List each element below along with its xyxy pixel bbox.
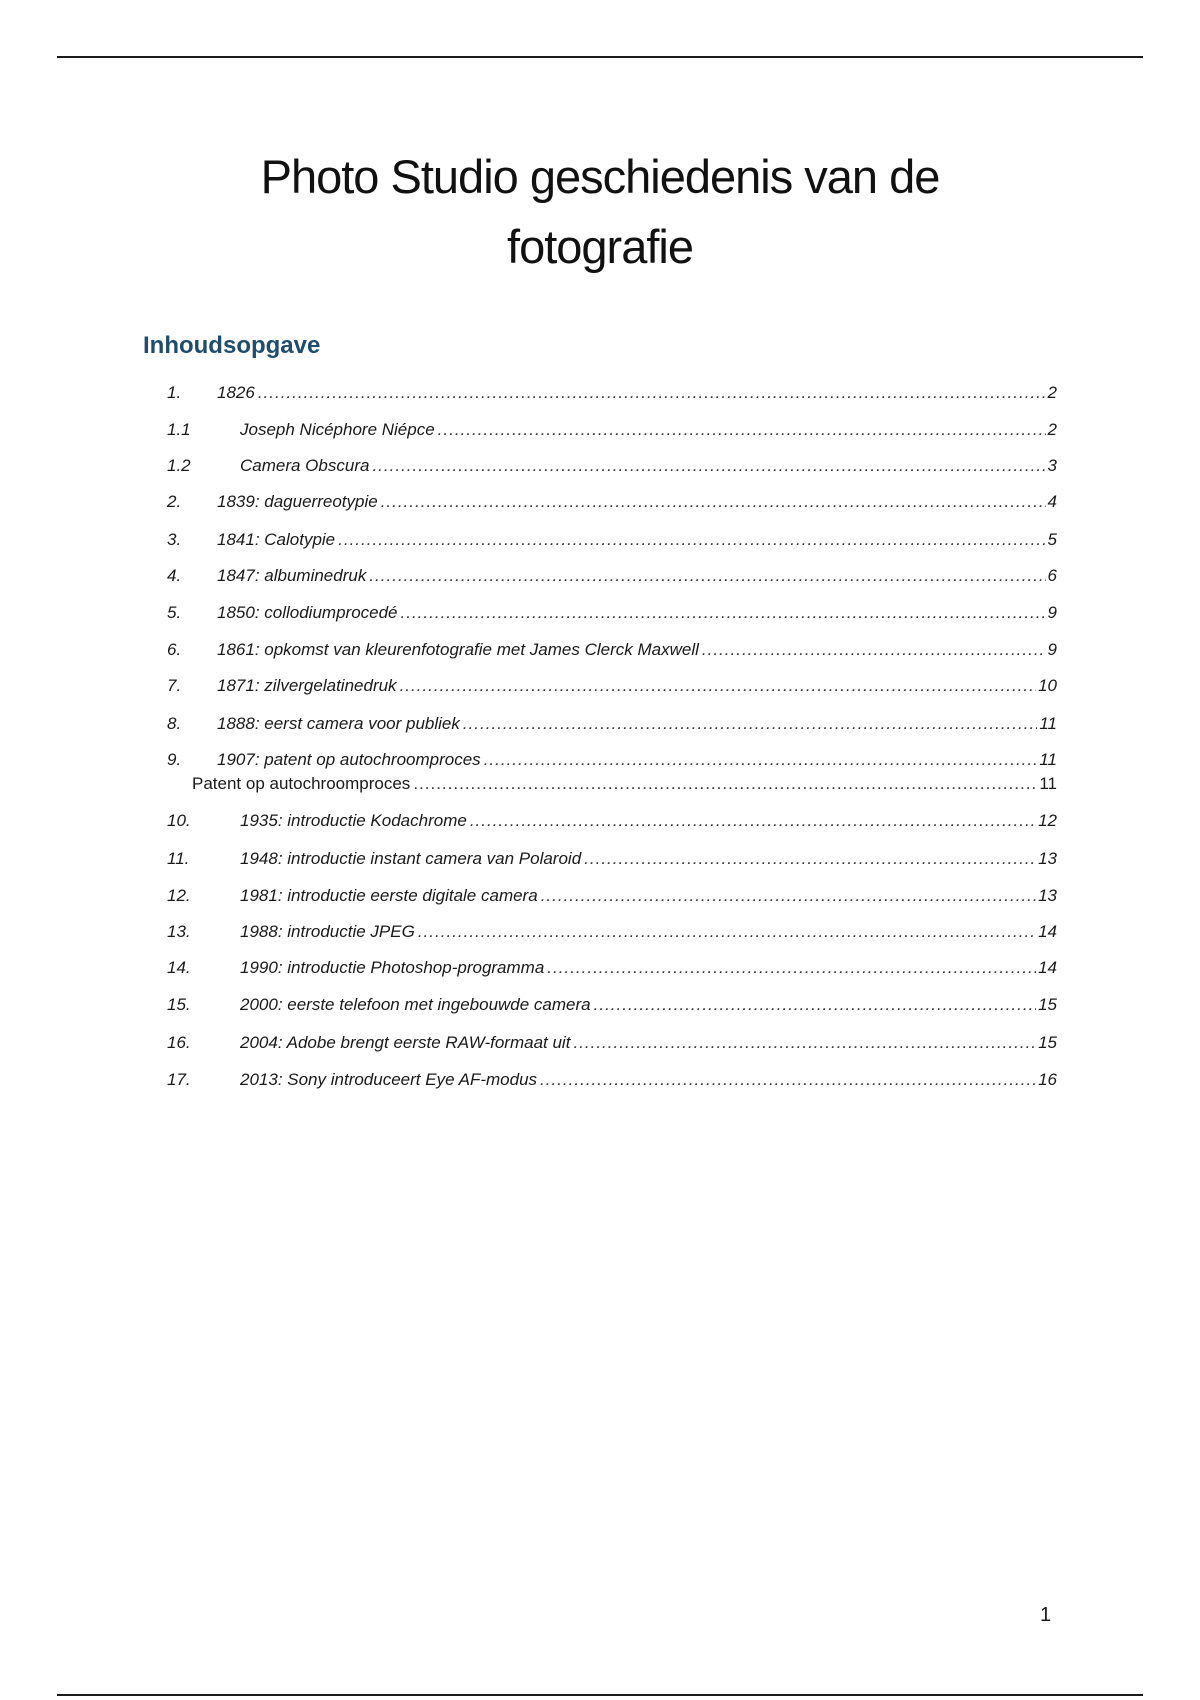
toc-leader (547, 956, 1036, 980)
toc-leader (573, 1031, 1036, 1055)
toc-leader (470, 809, 1036, 833)
toc-number: 17. (167, 1070, 191, 1089)
toc-entry[interactable] (192, 772, 1057, 796)
toc-entry[interactable] (167, 1031, 1057, 1055)
toc-entry[interactable] (167, 809, 1057, 833)
toc-leader (338, 528, 1045, 552)
toc-page: 15 (1038, 995, 1057, 1014)
toc-number: 14. (167, 958, 191, 977)
toc-title: 2000: eerste telefoon met ingebouwde camera (240, 995, 591, 1014)
toc-title: Patent op autochroomproces (192, 774, 411, 793)
toc-leader (540, 1068, 1036, 1092)
toc-entry[interactable] (167, 956, 1057, 980)
toc-number: 11. (167, 849, 190, 868)
toc-leader (413, 772, 1037, 796)
toc-title: Camera Obscura (240, 456, 370, 475)
toc-page: 13 (1038, 886, 1057, 905)
toc-page: 6 (1047, 566, 1057, 585)
toc-leader (401, 601, 1046, 625)
toc-entry[interactable] (167, 712, 1057, 736)
toc-page: 15 (1038, 1033, 1057, 1052)
toc-page: 3 (1047, 456, 1057, 475)
toc-leader (484, 748, 1038, 772)
toc-entry[interactable] (167, 920, 1057, 944)
toc-page: 2 (1047, 420, 1057, 439)
toc-leader (594, 993, 1036, 1017)
toc-page: 9 (1047, 603, 1057, 622)
toc-title: 1871: zilvergelatinedruk (217, 676, 397, 695)
toc-title: 2013: Sony introduceert Eye AF-modus (240, 1070, 538, 1089)
page-title (200, 142, 1000, 282)
toc-title: 1990: introductie Photoshop-programma (240, 958, 545, 977)
toc-page: 11 (1039, 750, 1057, 769)
toc-entry[interactable] (167, 638, 1057, 662)
toc-number: 4. (167, 566, 182, 585)
toc-leader (584, 847, 1036, 871)
toc-title: 1841: Calotypie (217, 530, 336, 549)
toc-leader (400, 674, 1037, 698)
toc-number: 1. (167, 383, 182, 402)
toc-title: 1850: collodiumprocedé (217, 603, 398, 622)
toc-entry[interactable] (167, 418, 1057, 442)
toc-leader (372, 454, 1045, 478)
toc-leader (381, 490, 1046, 514)
toc-entry[interactable] (167, 454, 1057, 478)
toc-entry[interactable] (167, 748, 1057, 772)
toc-leader (438, 418, 1046, 442)
toc-page: 14 (1038, 922, 1057, 941)
toc-number: 16. (167, 1033, 191, 1052)
footer-rule (57, 1694, 1143, 1696)
toc-title: Joseph Nicéphore Niépce (240, 420, 435, 439)
toc-title: 1888: eerst camera voor publiek (217, 714, 460, 733)
toc-page: 10 (1038, 676, 1057, 695)
toc-leader (463, 712, 1037, 736)
toc-title: 1948: introductie instant camera van Polaroid (240, 849, 582, 868)
toc-entry[interactable] (167, 674, 1057, 698)
toc-title: 1981: introductie eerste digitale camera (240, 886, 538, 905)
header-rule (57, 56, 1143, 58)
title-line-1: Photo Studio geschiedenis van de (260, 150, 940, 203)
toc-page: 5 (1047, 530, 1057, 549)
toc-page: 14 (1038, 958, 1057, 977)
toc-number: 9. (167, 750, 182, 769)
toc-leader (258, 381, 1046, 405)
toc-entry[interactable] (167, 601, 1057, 625)
toc-title: 1988: introductie JPEG (240, 922, 415, 941)
toc-entry[interactable] (167, 528, 1057, 552)
toc-heading: Inhoudsopgave (143, 332, 321, 359)
toc-page: 11 (1039, 774, 1057, 793)
title-line-2: fotografie (507, 220, 693, 273)
toc-number: 7. (167, 676, 182, 695)
toc-number: 5. (167, 603, 182, 622)
toc-entry[interactable] (167, 993, 1057, 1017)
toc-entry[interactable] (167, 381, 1057, 405)
toc-entry[interactable] (167, 490, 1057, 514)
toc-number: 13. (167, 922, 191, 941)
toc-number: 2. (167, 492, 182, 511)
toc-number: 1.1 (167, 420, 191, 439)
toc-number: 1.2 (167, 456, 191, 475)
toc-leader (541, 884, 1036, 908)
toc-entry[interactable] (167, 847, 1057, 871)
toc-number: 6. (167, 640, 182, 659)
toc-number: 12. (167, 886, 191, 905)
page-number: 1 (1040, 1604, 1052, 1626)
toc-leader (369, 564, 1045, 588)
toc-title: 1826 (217, 383, 255, 402)
toc-title: 1861: opkomst van kleurenfotografie met James Clerck Maxwell (217, 640, 699, 659)
toc-page: 16 (1038, 1070, 1057, 1089)
toc-page: 9 (1047, 640, 1057, 659)
toc-title: 1907: patent op autochroomproces (217, 750, 481, 769)
toc-leader (418, 920, 1036, 944)
toc-page: 11 (1039, 714, 1057, 733)
toc-entry[interactable] (167, 564, 1057, 588)
toc-number: 8. (167, 714, 182, 733)
toc-title: 2004: Adobe brengt eerste RAW-formaat uit (240, 1033, 571, 1052)
toc-entry[interactable] (167, 884, 1057, 908)
toc-number: 3. (167, 530, 182, 549)
toc-page: 12 (1038, 811, 1057, 830)
toc-page: 13 (1038, 849, 1057, 868)
toc-entry[interactable] (167, 1068, 1057, 1092)
toc-page: 4 (1047, 492, 1057, 511)
toc-title: 1839: daguerreotypie (217, 492, 378, 511)
toc-page: 2 (1047, 383, 1057, 402)
toc-number: 15. (167, 995, 191, 1014)
toc-leader (702, 638, 1046, 662)
toc-title: 1847: albuminedruk (217, 566, 367, 585)
toc-number: 10. (167, 811, 191, 830)
toc-title: 1935: introductie Kodachrome (240, 811, 467, 830)
